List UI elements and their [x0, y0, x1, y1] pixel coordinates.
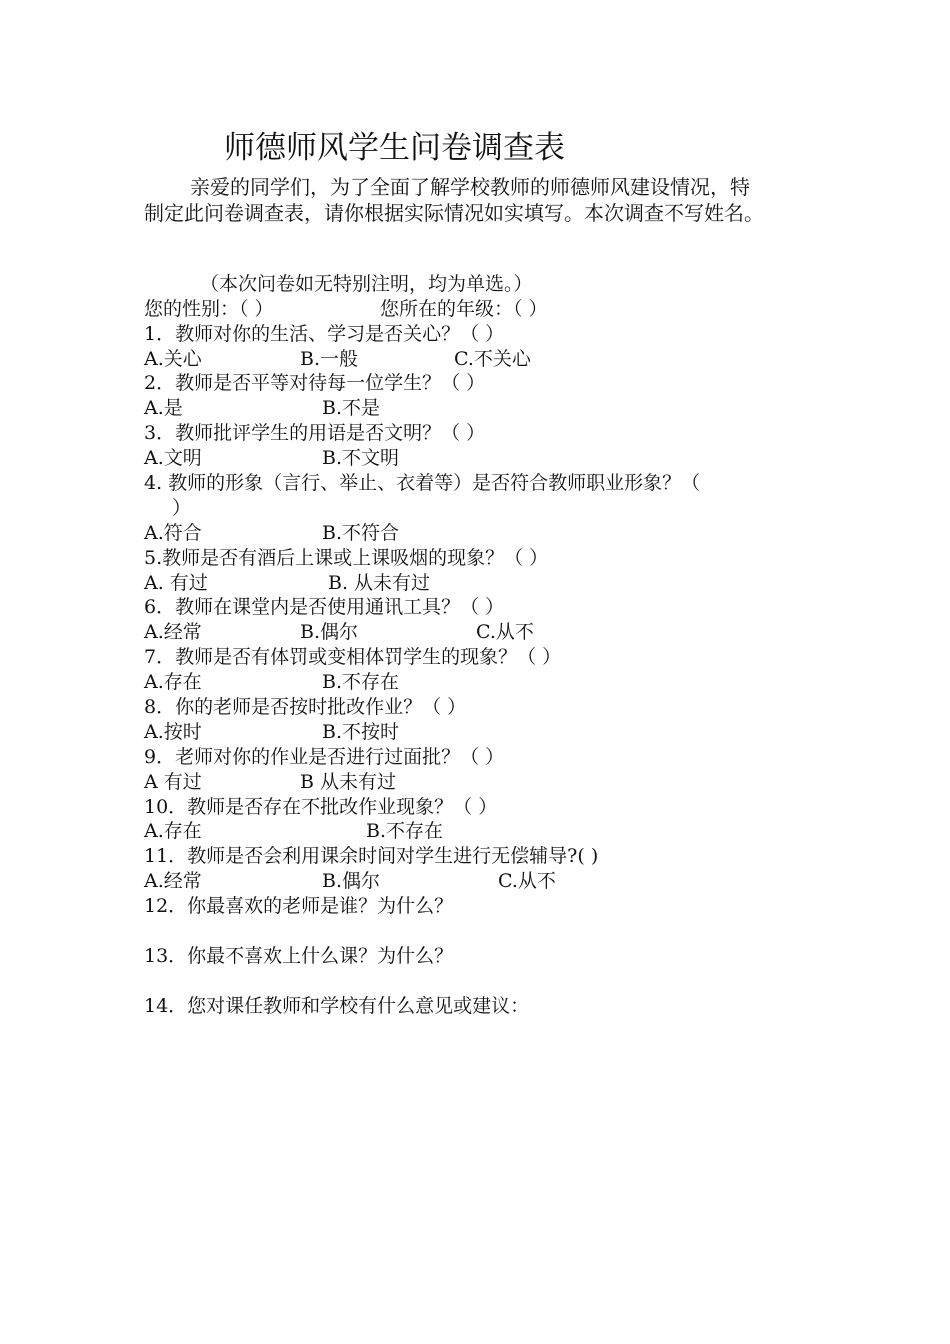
respondent-info [144, 297, 804, 322]
question-11: 11．教师是否会利用课余时间对学生进行无偿辅导?( ) [144, 845, 599, 868]
options-3 [144, 446, 804, 471]
option: C.从不 [476, 621, 534, 644]
intro-paragraph [144, 174, 824, 226]
option: A.经常 [144, 621, 202, 644]
blank-line [144, 247, 804, 272]
questionnaire-body [144, 247, 804, 1019]
option: C.不关心 [454, 347, 531, 370]
option: A.符合 [144, 521, 202, 544]
option: B.不存在 [366, 820, 444, 843]
question-6: 6．教师在课堂内是否使用通讯工具？（ ） [144, 596, 505, 619]
option: A 有过 [144, 770, 202, 793]
question-12: 12．你最喜欢的老师是谁？为什么？ [144, 895, 454, 918]
grade-field: 您所在的年级：（ ） [380, 297, 548, 320]
options-9 [144, 770, 804, 795]
option: A. 有过 [144, 571, 208, 594]
option: A.存在 [144, 820, 202, 843]
question-9: 9．老师对你的作业是否进行过面批？（ ） [144, 745, 505, 768]
option: B.一般 [300, 347, 359, 370]
question-4: 4. 教师的形象（言行、举止、衣着等）是否符合教师职业形象？（ [144, 472, 701, 495]
option: B.不符合 [322, 521, 400, 544]
page-title: 师德师风学生问卷调查表 [224, 130, 565, 166]
option: B. 从未有过 [328, 571, 431, 594]
question-8: 8．你的老师是否按时批改作业？（ ） [144, 696, 467, 719]
option: B.不存在 [322, 671, 400, 694]
options-11 [144, 869, 804, 894]
question-13: 13．你最不喜欢上什么课？为什么？ [144, 944, 454, 967]
question-2: 2．教师是否平等对待每一位学生？（ ） [144, 372, 486, 395]
gender-field: 您的性别：（ ） [144, 297, 274, 320]
option: A.文明 [144, 447, 202, 470]
option: A.按时 [144, 720, 202, 743]
blank-line [144, 919, 804, 944]
options-6 [144, 620, 804, 645]
option: B.不文明 [322, 447, 400, 470]
blank-line [144, 969, 804, 994]
option: B 从未有过 [300, 770, 397, 793]
options-7 [144, 670, 804, 695]
options-2 [144, 396, 804, 421]
option: B.不是 [322, 397, 381, 420]
option: A.关心 [144, 347, 202, 370]
option: A.是 [144, 397, 183, 420]
option: B.不按时 [322, 720, 400, 743]
question-1: 1．教师对你的生活、学习是否关心？（ ） [144, 322, 505, 345]
question-7: 7．教师是否有体罚或变相体罚学生的现象？（ ） [144, 646, 562, 669]
options-4 [144, 521, 804, 546]
question-5: 5.教师是否有酒后上课或上课吸烟的现象？（ ） [144, 546, 549, 569]
instruction-note: （本次问卷如无特别注明，均为单选。） [200, 272, 533, 295]
option: A.存在 [144, 671, 202, 694]
question-10: 10．教师是否存在不批改作业现象？（ ） [144, 795, 498, 818]
question-14: 14．您对课任教师和学校有什么意见或建议： [144, 994, 530, 1017]
question-3: 3．教师批评学生的用语是否文明？（ ） [144, 422, 486, 445]
options-10 [144, 819, 804, 844]
question-4-continuation: ） [172, 496, 192, 519]
option: B.偶尔 [300, 621, 359, 644]
option: A.经常 [144, 870, 202, 893]
option: C.从不 [498, 870, 556, 893]
intro-line-1: 亲爱的同学们，为了全面了解学校教师的师德师风建设情况，特 [190, 175, 750, 199]
option: B.偶尔 [322, 870, 381, 893]
options-5 [144, 571, 804, 596]
intro-line-2: 制定此问卷调查表，请你根据实际情况如实填写。本次调查不写姓名。 [144, 201, 764, 225]
options-1 [144, 347, 804, 372]
options-8 [144, 720, 804, 745]
